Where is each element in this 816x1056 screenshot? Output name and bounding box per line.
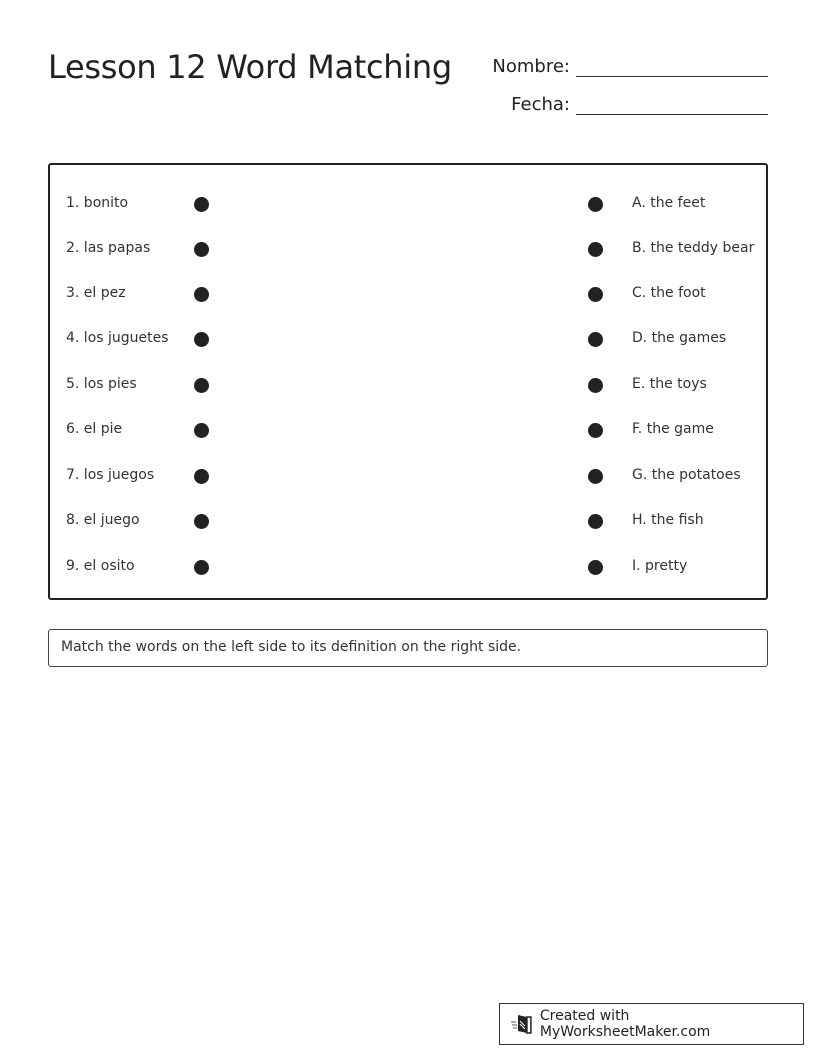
right-dot[interactable] (588, 242, 603, 257)
match-row (50, 193, 766, 217)
left-dot[interactable] (194, 332, 209, 347)
footer-badge[interactable] (499, 1003, 804, 1045)
worksheet-logo-icon (510, 1013, 534, 1035)
left-word: 1. bonito (66, 195, 129, 211)
match-row (50, 419, 766, 443)
right-word: A. the feet (632, 195, 706, 211)
left-word: 3. el pez (66, 285, 126, 301)
left-word: 7. los juegos (66, 467, 155, 483)
left-dot[interactable] (194, 469, 209, 484)
match-row (50, 283, 766, 307)
right-word: C. the foot (632, 285, 706, 301)
right-dot[interactable] (588, 378, 603, 393)
name-input-line[interactable] (576, 52, 768, 77)
right-word: E. the toys (632, 376, 707, 392)
date-label: Fecha: (511, 94, 570, 115)
right-word: G. the potatoes (632, 467, 741, 483)
left-word: 2. las papas (66, 240, 151, 256)
right-word: D. the games (632, 330, 727, 346)
right-dot[interactable] (588, 197, 603, 212)
left-dot[interactable] (194, 287, 209, 302)
left-word: 9. el osito (66, 558, 135, 574)
name-label: Nombre: (492, 56, 570, 77)
name-field[interactable] (480, 52, 768, 77)
right-dot[interactable] (588, 332, 603, 347)
right-word: F. the game (632, 421, 714, 437)
right-dot[interactable] (588, 514, 603, 529)
left-word: 4. los juguetes (66, 330, 169, 346)
left-dot[interactable] (194, 197, 209, 212)
left-dot[interactable] (194, 514, 209, 529)
right-dot[interactable] (588, 287, 603, 302)
date-field[interactable] (480, 90, 768, 115)
match-row (50, 556, 766, 580)
footer-text: Created with MyWorksheetMaker.com (539, 1008, 711, 1040)
match-row (50, 328, 766, 352)
left-dot[interactable] (194, 423, 209, 438)
match-row (50, 465, 766, 489)
left-word: 6. el pie (66, 421, 123, 437)
left-dot[interactable] (194, 560, 209, 575)
right-word: B. the teddy bear (632, 240, 755, 256)
instructions-box (48, 629, 768, 667)
worksheet-title: Lesson 12 Word Matching (48, 48, 452, 86)
matching-box (48, 163, 768, 600)
left-word: 8. el juego (66, 512, 140, 528)
match-row (50, 238, 766, 262)
instructions-text: Match the words on the left side to its definition on the right side. (61, 639, 522, 655)
right-dot[interactable] (588, 423, 603, 438)
right-dot[interactable] (588, 469, 603, 484)
right-word: H. the fish (632, 512, 704, 528)
left-word: 5. los pies (66, 376, 137, 392)
right-dot[interactable] (588, 560, 603, 575)
left-dot[interactable] (194, 242, 209, 257)
match-row (50, 374, 766, 398)
left-dot[interactable] (194, 378, 209, 393)
right-word: I. pretty (632, 558, 688, 574)
match-row (50, 510, 766, 534)
date-input-line[interactable] (576, 90, 768, 115)
